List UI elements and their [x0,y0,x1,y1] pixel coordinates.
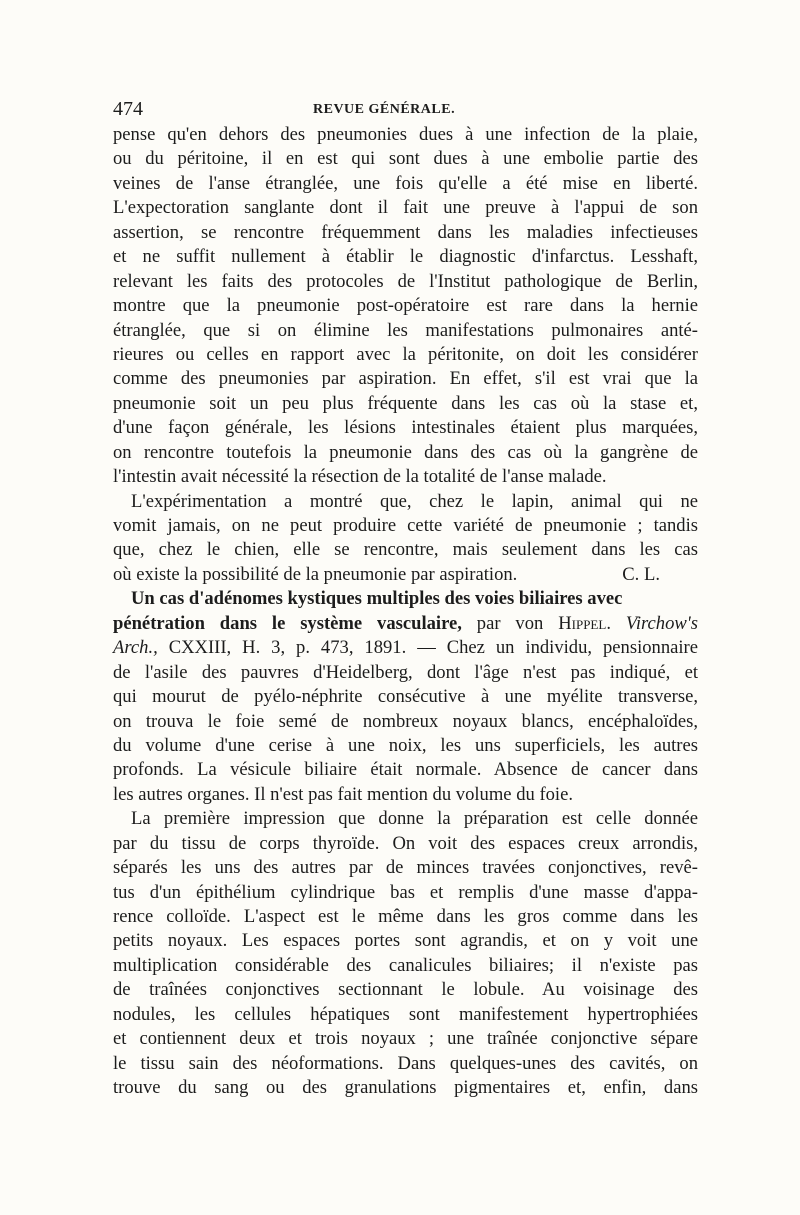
text-line: assertion, se rencontre fréquemment dans les maladies infectieuses [113,221,698,243]
author-end: . [606,612,611,634]
text-line: l'intestin avait nécessité la résection de la totalité de l'anse malade. [113,466,607,488]
article-title-line [113,612,698,636]
text-line: et ne suffit nullement à établir le diagnostic d'infarctus. Lesshaft, [113,246,698,268]
text-line: tus d'un épithélium cylindrique bas et remplis d'une masse d'appa- [113,881,698,903]
text-line [113,563,698,587]
paragraph-adenomas [113,587,698,807]
running-head: REVUE GÉNÉRALE. [313,102,456,117]
text-line-content: où existe la possibilité de la pneumonie par aspiration. [113,563,518,585]
text-line: montre que la pneumonie post-opératoire est rare dans la hernie [113,295,698,317]
page-number: 474 [113,98,143,120]
text-line: étranglée, que si on élimine les manifestations pulmonaires anté- [113,319,698,341]
text-line: comme des pneumonies par aspiration. En effet, s'il est vrai que la [113,368,698,390]
text-line: profonds. La vésicule biliaire était normale. Absence de cancer dans [113,759,698,781]
citation-text: CXXIII, H. 3, p. 473, 1891. — Chez un individu, pensionnaire [157,637,698,659]
text-line: par du tissu de corps thyroïde. On voit des espaces creux arrondis, [113,832,698,854]
text-line: d'une façon générale, les lésions intestinales étaient plus marquées, [113,417,698,439]
text-line: rence colloïde. L'aspect est le même dans les gros comme dans les [113,906,698,927]
text-line: séparés les uns des autres par de minces travées conjonctives, revê- [113,857,698,879]
text-line: relevant les faits des protocoles de l'Institut pathologique de Berlin, [113,270,698,292]
text-line: vomit jamais, on ne peut produire cette variété de pneumonie ; tandis [113,515,698,536]
journal-abbrev: Arch., [113,637,158,659]
text-line: le tissu sain des néoformations. Dans quelques-unes des cavités, on [113,1052,698,1074]
journal-name: Virchow's [625,612,699,634]
signature: C. L. [622,563,660,585]
text-line: ou du péritoine, il en est qui sont dues à une embolie partie des [113,148,698,170]
text-line: pneumonie soit un peu plus fréquente dans les cas où la stase et, [113,392,698,414]
text-line: on rencontre toutefois la pneumonie dans des cas où la gangrène de [113,441,698,463]
article-title-continuation: pénétration dans le système vasculaire, [113,612,462,634]
author-name: Hippel [558,612,607,634]
citation-line [113,636,698,660]
text-line: de l'asile des pauvres d'Heidelberg, dont l'âge n'est pas indiqué, et [113,661,698,683]
text-line: petits noyaux. Les espaces portes sont agrandis, et on y voit une [113,930,698,952]
text-line: L'expectoration sanglante dont il fait une preuve à l'appui de son [113,197,698,219]
text-line: trouve du sang ou des granulations pigmentaires et, enfin, dans [113,1077,698,1099]
text-line: et contiennent deux et trois noyaux ; une traînée conjonctive sépare [113,1028,698,1050]
by-text: par von [461,612,559,634]
article-title-line: Un cas d'adénomes kystiques multiples des voies biliaires avec [131,588,623,610]
text-line: pense qu'en dehors des pneumonies dues à une infection de la plaie, [113,124,698,145]
text-line: les autres organes. Il n'est pas fait mention du volume du foie. [113,783,573,805]
text-line: rieures ou celles en rapport avec la péritonite, on doit les considérer [113,343,698,365]
text-line: que, chez le chien, elle se rencontre, mais seulement dans les cas [113,539,698,561]
text-line: nodules, les cellules hépatiques sont manifestement hypertrophiées [113,1003,698,1025]
paragraph-preparation [113,807,698,1100]
text-line: qui mourut de pyélo-néphrite consécutive à une myélite transverse, [113,686,698,708]
page-header [113,98,698,120]
text-line: on trouva le foie semé de nombreux noyaux blancs, encéphaloïdes, [113,710,698,732]
text-line: La première impression que donne la préparation est celle donnée [131,808,698,830]
text-line: veines de l'anse étranglée, une fois qu'elle a été mise en liberté. [113,172,698,194]
paragraph-experimentation [113,490,698,588]
text-line: L'expérimentation a montré que, chez le lapin, animal qui ne [131,490,698,512]
text-line: de traînées conjonctives sectionnant le lobule. Au voisinage des [113,979,698,1001]
paragraph-pneumonia [113,123,698,490]
text-line: du volume d'une cerise à une noix, les uns superficiels, les autres [113,734,698,756]
document-page [113,98,698,1101]
text-line: multiplication considérable des canalicules biliaires; il n'existe pas [113,954,698,976]
